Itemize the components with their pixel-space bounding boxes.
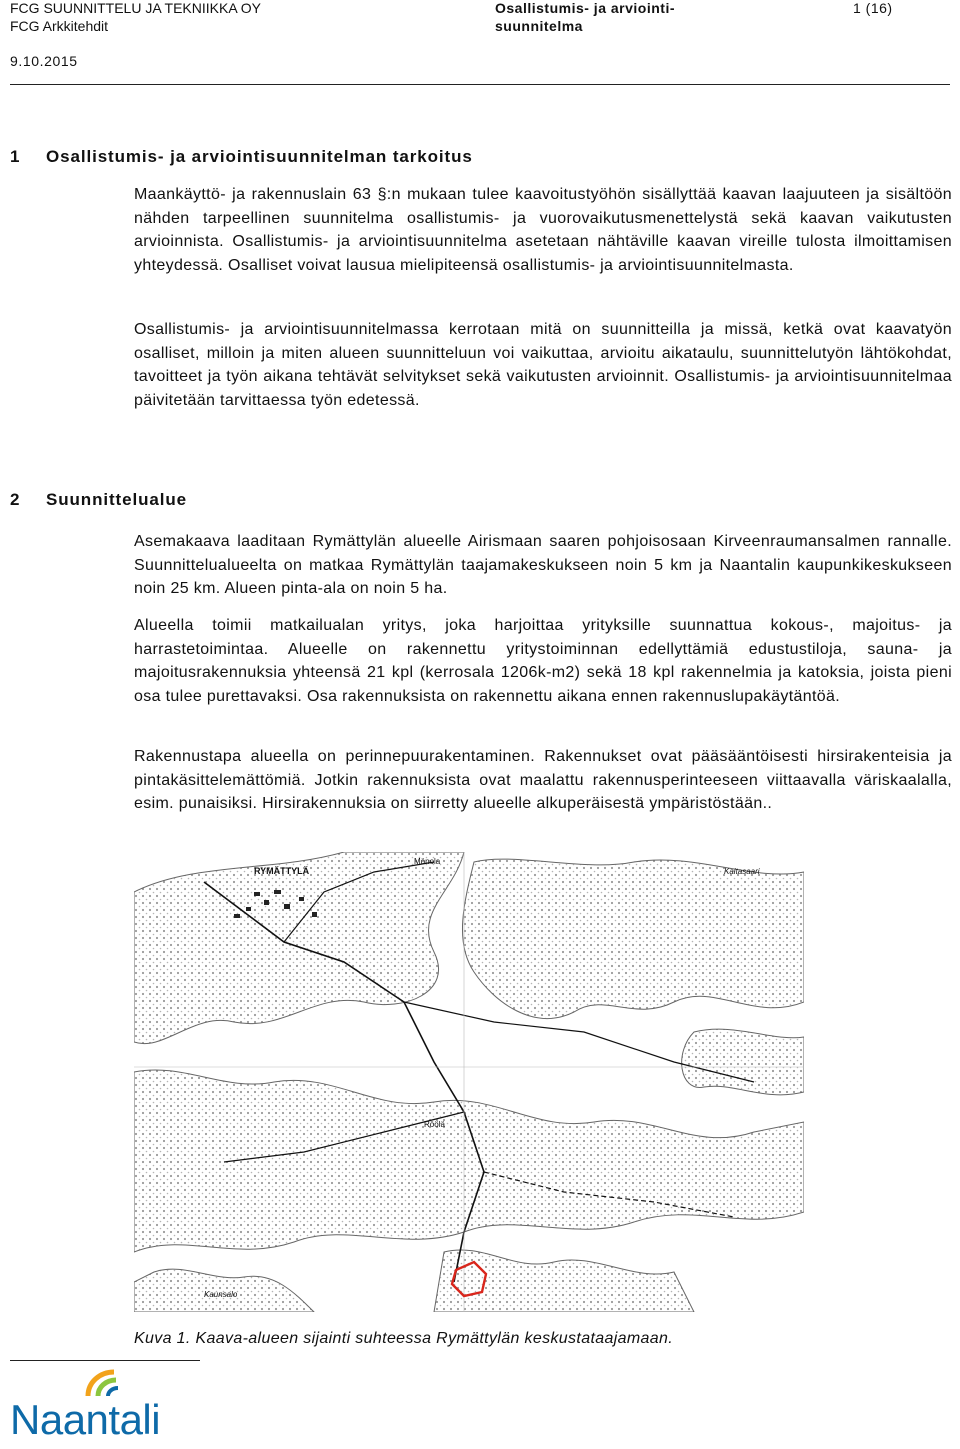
division-name: FCG Arkkitehdit — [10, 18, 109, 34]
section-2-heading — [10, 490, 187, 510]
section-1-paragraph-2: Osallistumis- ja arviointisuunnitelmassa kerrotaan mitä on suunnitteilla ja missä, ketkä ovat kaavatyön osalliset, milloin ja miten alueen suunnitteluun voi vaikuttaa, arvioitu aikataulu, suunnittelutyön lähtökohdat, tavoitteet ja työn aikana tehtävät selvitykset sekä vaikutusten arvioinnit. Osallistumis- ja arviointisuunnitelmaa päivitetään tarvittaessa työn edetessä. — [134, 321, 952, 409]
footer-divider — [10, 1360, 200, 1361]
document-title-line2: suunnitelma — [495, 18, 583, 34]
section-1-title: Osallistumis- ja arviointisuunnitelman tarkoitus — [46, 147, 473, 166]
header-divider — [10, 84, 950, 85]
document-date: 9.10.2015 — [10, 53, 78, 69]
logo-wordmark: Naantali — [10, 1396, 161, 1443]
map-drawing — [134, 852, 804, 1312]
section-2-paragraph-3: Rakennustapa alueella on perinnepuurakentaminen. Rakennukset ovat pääsääntöisesti hirsirakenteisia ja pintakäsittelemättömiä. Jotkin rakennuksista ovat maalattu rakennusperinteeseen viittaavalla väriskaalalla, esim. punaisiksi. Hirsirakennuksia on siirretty alueelle alkuperäisestä ympäristöstään.. — [134, 748, 952, 812]
naantali-logo — [10, 1368, 200, 1446]
map-label-kaitasaari: Kaitasaari — [724, 867, 760, 876]
section-2-paragraph-1: Asemakaava laaditaan Rymättylän alueelle Airismaan saaren pohjoisosaan Kirveenraumansalmen rannalle. Suunnittelualueelta on matkaa Rymättylän taajamakeskukseen noin 5 km ja Naantalin kaupunkikeskukseen noin 25 km. Alueen pinta-ala on noin 5 ha. — [134, 533, 952, 597]
section-1-paragraph-1: Maankäyttö- ja rakennuslain 63 §:n mukaan tulee kaavoitustyöhön sisällyttää kaavan laajuuteen ja sisältöön nähden tarpeellinen suunnitelma osallistumis- ja vuorovaikutusmenettelystä sekä kaavan vaikutusten arvioinnista. Osallistumis- ja arviointisuunnitelma asetetaan nähtäville kaavan vireille tulosta ilmoittamisen yhteydessä. Osalliset voivat lausua mielipiteensä osallistumis- ja arviointisuunnitelmasta. — [134, 186, 952, 274]
company-name: FCG SUUNNITTELU JA TEKNIIKKA OY — [10, 0, 262, 16]
section-1-heading — [10, 147, 473, 167]
section-1-number: 1 — [10, 147, 21, 166]
page-number: 1 (16) — [853, 0, 893, 16]
document-title-line1: Osallistumis- ja arviointi- — [495, 0, 675, 16]
section-2-number: 2 — [10, 490, 21, 509]
map-label-monola: Mönola — [414, 857, 441, 866]
section-2-title: Suunnittelualue — [46, 490, 187, 509]
location-map — [134, 852, 804, 1312]
logo-sun-icon — [10, 1368, 200, 1398]
figure-caption: Kuva 1. Kaava-alueen sijainti suhteessa Rymättylän keskustataajamaan. — [134, 1330, 674, 1347]
map-label-rymattyla: RYMÄTTYLÄ — [254, 866, 310, 876]
section-2-paragraph-2: Alueella toimii matkailualan yritys, joka harjoittaa yrityksille suunnattua kokous-, majoitus- ja harrastetoimintaa. Alueelle on rakennettu yritystoiminnan edellyttämiä edustustiloja, sauna- ja majoitusrakennuksia yhteensä 21 kpl (kerrosala 1206k-m2) sekä 18 kpl rakennelmia ja katoksia, joista pieni osa tulee purettavaksi. Osa rakennuksista on rakennettu aikana ennen rakennuslupakäytäntöä. — [134, 617, 952, 705]
map-label-roola: Röölä — [424, 1120, 445, 1129]
map-label-kaunsalo: Kaunsalo — [204, 1290, 238, 1299]
